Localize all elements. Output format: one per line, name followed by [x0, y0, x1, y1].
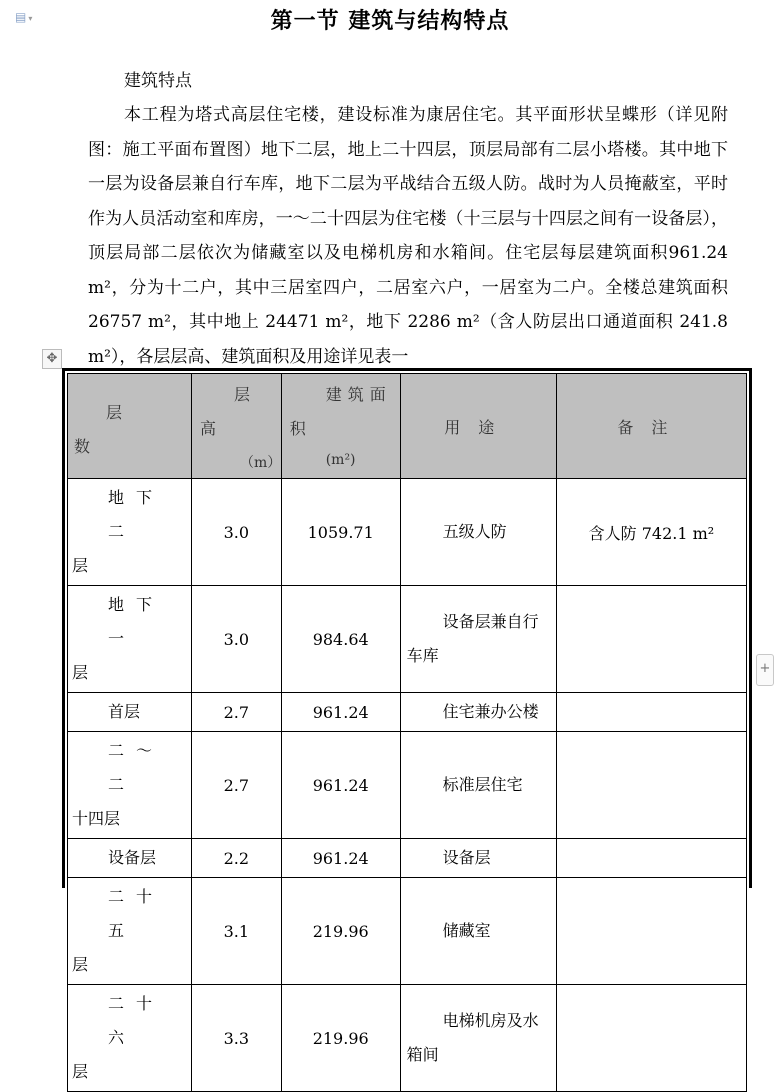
cell-note	[556, 732, 746, 839]
cell-height: 2.7	[191, 732, 281, 839]
cell-layer	[68, 839, 192, 878]
cell-layer-line1: 地下一	[108, 595, 165, 648]
table-move-handle-icon[interactable]: ✥	[42, 349, 62, 369]
cell-height: 3.1	[191, 878, 281, 985]
cell-note	[556, 839, 746, 878]
cell-layer	[68, 878, 192, 985]
cell-height: 2.7	[191, 693, 281, 732]
cell-layer	[68, 479, 192, 586]
cell-area: 961.24	[281, 732, 400, 839]
cell-area: 1059.71	[281, 479, 400, 586]
cell-use: 标准层住宅	[400, 732, 556, 839]
section-subheading: 建筑特点	[124, 71, 192, 91]
cell-layer-line1: 二～二	[108, 741, 165, 794]
cell-layer-line1: 首层	[108, 702, 141, 721]
cell-layer-line1: 二十五	[108, 887, 165, 940]
cell-use: 设备层兼自行车库	[400, 586, 556, 693]
header-layer	[68, 374, 192, 479]
floor-table	[67, 373, 747, 1092]
table-row	[68, 839, 747, 878]
table-row	[68, 693, 747, 732]
header-layer-line1: 层	[106, 403, 123, 422]
cell-note	[556, 878, 746, 985]
header-use: 用途	[400, 374, 556, 479]
cell-use: 储藏室	[400, 878, 556, 985]
cell-layer-line1: 地下二	[108, 488, 165, 541]
cell-layer	[68, 586, 192, 693]
table-row	[68, 985, 747, 1092]
floor-table-frame	[62, 368, 752, 1081]
cell-note: 含人防 742.1 m²	[556, 479, 746, 586]
header-height-line1: 层	[233, 385, 250, 404]
header-note: 备注	[556, 374, 746, 479]
cell-layer	[68, 732, 192, 839]
cell-layer-line2: 十四层	[72, 809, 121, 828]
header-height	[191, 374, 281, 479]
cell-layer-line1: 二十六	[108, 994, 165, 1047]
cell-height: 3.0	[191, 586, 281, 693]
cell-area: 219.96	[281, 985, 400, 1092]
cell-area: 961.24	[281, 693, 400, 732]
table-row	[68, 586, 747, 693]
chevron-down-icon: ▾	[28, 14, 33, 23]
cell-note	[556, 985, 746, 1092]
cell-height: 2.2	[191, 839, 281, 878]
cell-note	[556, 693, 746, 732]
header-height-line2: 高	[199, 419, 216, 438]
cell-layer-line2: 层	[72, 556, 89, 575]
cell-layer	[68, 693, 192, 732]
header-area-unit: (m²)	[325, 452, 356, 468]
header-height-unit: （m）	[239, 455, 282, 471]
cell-use: 五级人防	[400, 479, 556, 586]
document-menu-icon[interactable]: ▤ ▾	[15, 10, 33, 24]
table-row	[68, 732, 747, 839]
cell-layer-line2: 层	[72, 663, 89, 682]
cell-area: 219.96	[281, 878, 400, 985]
cell-use: 电梯机房及水箱间	[400, 985, 556, 1092]
header-area-line1: 建筑面	[325, 385, 392, 404]
cell-area: 984.64	[281, 586, 400, 693]
table-row	[68, 878, 747, 985]
cell-use: 设备层	[400, 839, 556, 878]
table-header-row	[68, 374, 747, 479]
cell-height: 3.0	[191, 479, 281, 586]
cell-layer-line2: 层	[72, 955, 89, 974]
table-row	[68, 479, 747, 586]
paragraph-text: 本工程为塔式高层住宅楼，建设标准为康居住宅。其平面形状呈蝶形（详见附图：施工平面布置图）地下二层，地上二十四层，顶层局部有二层小塔楼。其中地下一层为设备层兼自行车库，地下二层为平战结合五级人防。战时为人员掩蔽室，平时作为人员活动室和库房，一～二十四层为住宅楼（十三层与十四层之间有一设备层），顶层局部二层依次为储藏室以及电梯机房和水箱间。住宅层每层建筑面积961.24 m²，分为十二户，其中三居室四户，二居室六户，一居室为二户。全楼总建筑面积 26757 m²，其中地上 24471 m²，地下 2286 m²（含人防层出口通道面积 241.8 m²），各层层高、建筑面积及用途详见表一	[88, 105, 728, 367]
cell-height: 3.3	[191, 985, 281, 1092]
cell-use: 住宅兼办公楼	[400, 693, 556, 732]
header-area	[281, 374, 400, 479]
header-layer-line2: 数	[74, 437, 91, 456]
cell-area: 961.24	[281, 839, 400, 878]
cell-note	[556, 586, 746, 693]
body-paragraph	[88, 98, 728, 374]
cell-layer-line2: 层	[72, 1062, 89, 1081]
cell-layer-line1: 设备层	[108, 848, 157, 867]
add-row-button[interactable]: +	[756, 654, 774, 686]
page-title: 第一节 建筑与结构特点	[270, 9, 510, 34]
cell-layer	[68, 985, 192, 1092]
header-area-line2: 积	[289, 419, 306, 438]
